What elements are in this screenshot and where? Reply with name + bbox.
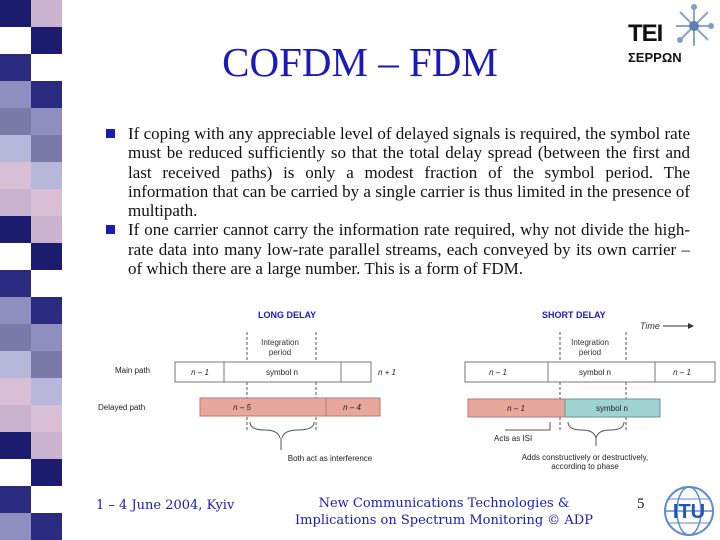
footer-line-2: Implications on Spectrum Monitoring © ADP — [295, 513, 593, 528]
strip-cell — [0, 459, 31, 486]
strip-cell — [0, 81, 31, 108]
strip-cell — [0, 108, 31, 135]
strip-cell — [31, 135, 62, 162]
long-main-cell-1: n – 1 — [191, 368, 209, 377]
strip-cell — [31, 189, 62, 216]
strip-cell — [0, 243, 31, 270]
short-period-label: period — [578, 348, 602, 357]
long-brace-right — [282, 422, 314, 438]
strip-cell — [0, 351, 31, 378]
bullet-square-icon — [106, 129, 115, 138]
bullet-list — [106, 124, 690, 278]
main-path-label: Main path — [115, 366, 151, 375]
short-note-isi: Acts as ISI — [494, 434, 533, 443]
strip-cell — [0, 486, 31, 513]
short-brace-right — [596, 422, 624, 438]
strip-cell — [31, 378, 62, 405]
strip-cell — [0, 324, 31, 351]
strip-cell — [31, 459, 62, 486]
strip-cell — [31, 243, 62, 270]
short-delay-label: SHORT DELAY — [542, 310, 606, 320]
strip-cell — [0, 270, 31, 297]
logo-text-top: TEI — [628, 20, 663, 47]
long-delay-label: LONG DELAY — [258, 310, 317, 320]
strip-cell — [0, 216, 31, 243]
long-integration-label: Integration — [261, 338, 299, 347]
strip-cell — [31, 351, 62, 378]
short-delayed-cell-1: n – 1 — [507, 404, 525, 413]
short-main-cell-1: n – 1 — [489, 368, 507, 377]
strip-cell — [0, 0, 31, 27]
short-main-cell-3: n – 1 — [673, 368, 691, 377]
strip-cell — [31, 297, 62, 324]
time-label: Time — [640, 321, 660, 331]
page-number: 5 — [637, 496, 645, 512]
bullet-item-2 — [106, 220, 690, 278]
bullet-text: If one carrier cannot carry the information rate required, why not divide the high-rate data into many low-rate parallel streams, each conveyed by its own carrier – of which there are a large number. This is a form of FDM. — [128, 220, 690, 279]
strip-cell — [31, 27, 62, 54]
footer-line-1: New Communications Technologies & — [318, 496, 570, 511]
long-main-cell-3: n + 1 — [377, 368, 397, 377]
strip-cell — [31, 270, 62, 297]
long-delayed-cell-2: n – 4 — [343, 403, 361, 412]
strip-cell — [0, 54, 31, 81]
footer-center-text — [294, 495, 594, 529]
strip-cell — [0, 189, 31, 216]
strip-cell — [31, 324, 62, 351]
strip-cell — [31, 54, 62, 81]
strip-cell — [0, 27, 31, 54]
short-note-adds-1: Adds constructively or destructively, — [521, 453, 649, 462]
bullet-item-1 — [106, 124, 690, 220]
bullet-square-icon — [106, 225, 115, 234]
time-arrow-head — [688, 323, 694, 329]
strip-cell — [0, 135, 31, 162]
long-period-label: period — [268, 348, 292, 357]
star-logo-icon — [672, 2, 716, 50]
strip-cell — [31, 405, 62, 432]
short-note-adds-2: according to phase — [551, 462, 619, 470]
short-isi-bracket — [505, 422, 550, 430]
strip-cell — [0, 513, 31, 540]
footer-date: 1 – 4 June 2004, Kyiv — [96, 498, 235, 513]
strip-cell — [31, 432, 62, 459]
long-main-cell-2: symbol n — [265, 368, 299, 377]
bullet-text: If coping with any appreciable level of delayed signals is required, the symbol rate must be reduced sufficiently so that the total delay spread (between the first and last received paths) is only a modest fraction of the symbol period. The information that can be carried by a single carrier is thus limited in the presence of multipath. — [128, 124, 690, 221]
decorative-strip — [0, 0, 62, 540]
itu-logo-icon — [660, 483, 718, 539]
short-main-cell-2: symbol n — [578, 368, 612, 377]
delay-diagram — [90, 306, 720, 470]
strip-cell — [31, 216, 62, 243]
itu-logo-text: ITU — [672, 501, 706, 523]
strip-cell — [31, 81, 62, 108]
strip-cell — [31, 162, 62, 189]
long-delayed-cell-1: n – 5 — [233, 403, 251, 412]
strip-cell — [0, 432, 31, 459]
short-integration-label: Integration — [571, 338, 609, 347]
long-brace-left — [250, 422, 280, 438]
strip-cell — [0, 378, 31, 405]
strip-cell — [31, 0, 62, 27]
short-delayed-cell-2: symbol n — [595, 404, 629, 413]
short-brace-left — [568, 422, 596, 438]
strip-cell — [31, 108, 62, 135]
long-note: Both act as interference — [287, 454, 373, 463]
strip-cell — [0, 405, 31, 432]
slide-title: COFDM – FDM — [222, 39, 498, 85]
strip-cell — [31, 486, 62, 513]
logo-text-bottom: ΣΕΡΡΩΝ — [628, 50, 682, 65]
strip-cell — [0, 162, 31, 189]
delayed-path-label: Delayed path — [98, 403, 146, 412]
strip-cell — [31, 513, 62, 540]
strip-cell — [0, 297, 31, 324]
